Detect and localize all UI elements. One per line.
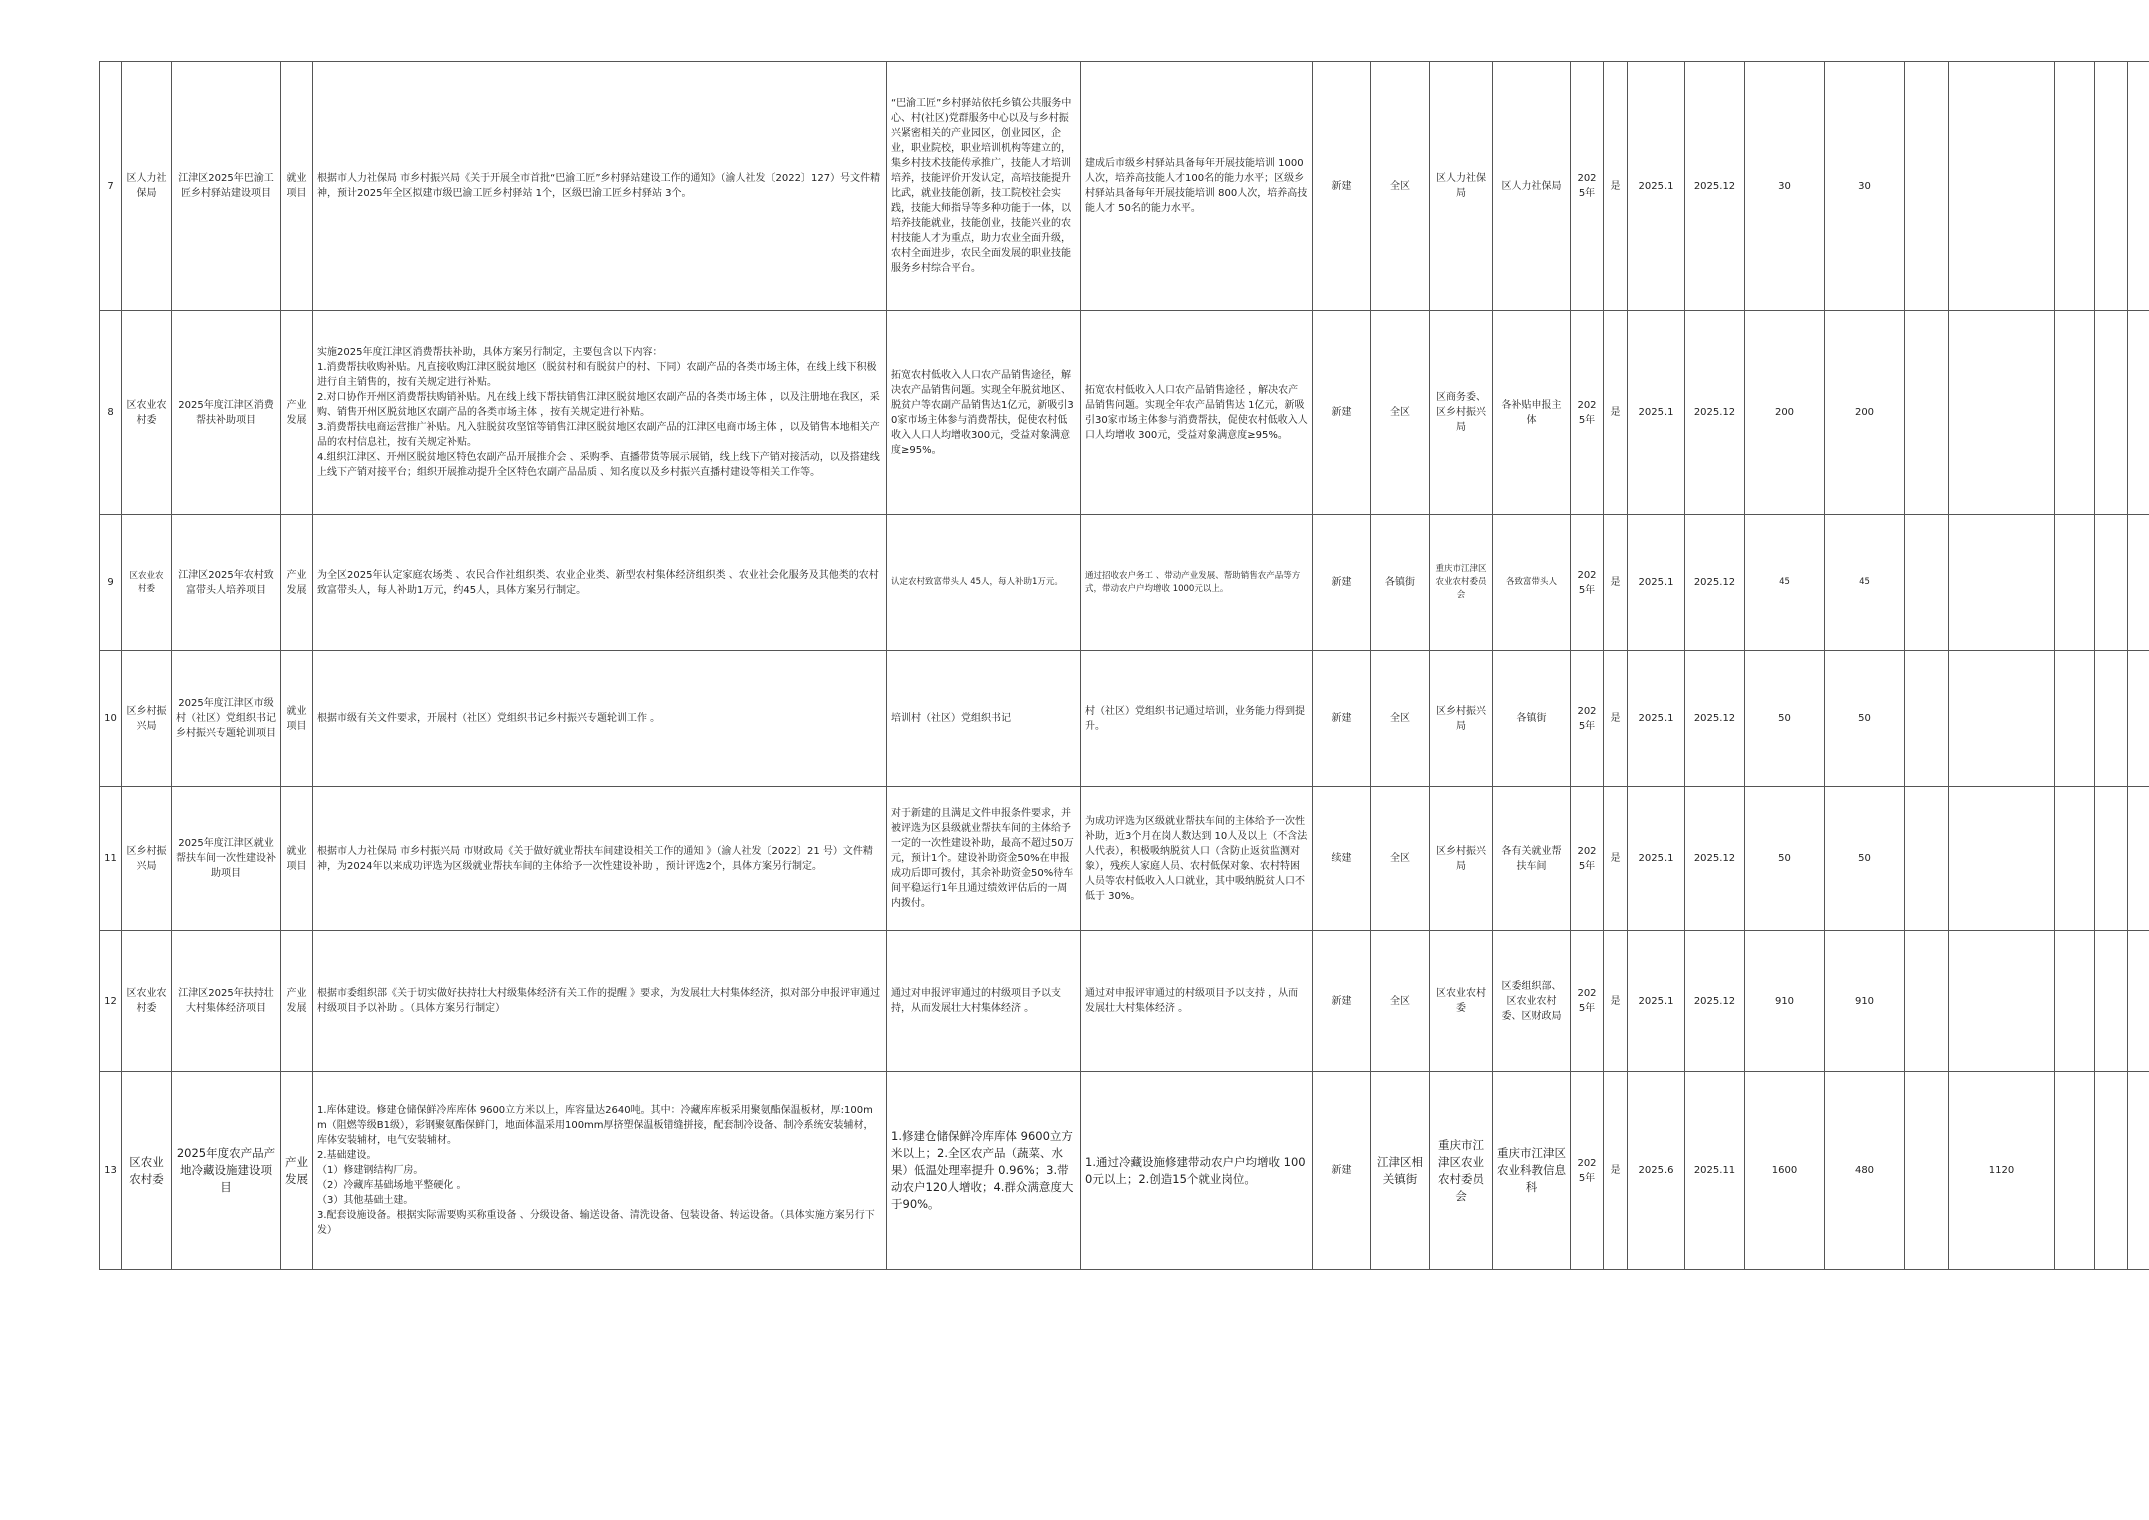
table-row bbox=[100, 1072, 2149, 1270]
row-number-cell: 12 bbox=[100, 931, 122, 1072]
owner-unit-cell: 区乡村振兴局 bbox=[1430, 787, 1493, 931]
start-date-cell: 2025.6 bbox=[1628, 1072, 1685, 1270]
row-number-cell: 8 bbox=[100, 311, 122, 515]
fund-amount-cell: 50 bbox=[1825, 651, 1905, 787]
total-investment-cell: 30 bbox=[1745, 62, 1825, 311]
blank-cell bbox=[2128, 311, 2149, 515]
owner-unit-cell: 重庆市江津区农业农村委员会 bbox=[1430, 1072, 1493, 1270]
benefit-cell: 建成后市级乡村驿站具备每年开展技能培训 1000人次，培养高技能人才100名的能力水平；区级乡村驿站具备每年开展技能培训 800人次，培养高技能人才 50名的能力水平。 bbox=[1081, 62, 1313, 311]
unit-cell: 区农业农村委 bbox=[122, 931, 172, 1072]
blank-cell bbox=[2128, 62, 2149, 311]
flag-cell: 是 bbox=[1604, 311, 1628, 515]
blank-cell bbox=[2095, 651, 2128, 787]
project-table bbox=[99, 61, 2149, 1270]
start-date-cell: 2025.1 bbox=[1628, 515, 1685, 651]
project-type-cell: 产业发展 bbox=[281, 515, 313, 651]
blank-cell bbox=[1905, 787, 1949, 931]
blank-cell bbox=[2055, 931, 2095, 1072]
start-date-cell: 2025.1 bbox=[1628, 62, 1685, 311]
end-date-cell: 2025.12 bbox=[1685, 931, 1745, 1072]
content-cell: 为全区2025年认定家庭农场类 、农民合作社组织类、农业企业类、新型农村集体经济组织类 、农业社会化服务及其他类的农村致富带头人，每人补助1万元，约45人，具体方案另行制定。 bbox=[313, 515, 887, 651]
construction-nature-cell: 新建 bbox=[1313, 515, 1371, 651]
project-type-cell: 就业项目 bbox=[281, 787, 313, 931]
location-cell: 全区 bbox=[1371, 62, 1430, 311]
project-name-cell: 2025年度农产品产地冷藏设施建设项目 bbox=[172, 1072, 281, 1270]
fund-amount-cell: 45 bbox=[1825, 515, 1905, 651]
extra-fund-cell bbox=[1949, 931, 2055, 1072]
start-date-cell: 2025.1 bbox=[1628, 311, 1685, 515]
row-number-cell: 9 bbox=[100, 515, 122, 651]
total-investment-cell: 1600 bbox=[1745, 1072, 1825, 1270]
extra-fund-cell bbox=[1949, 651, 2055, 787]
blank-cell bbox=[1905, 311, 1949, 515]
year-cell: 2025年 bbox=[1571, 311, 1604, 515]
project-type-cell: 就业项目 bbox=[281, 651, 313, 787]
location-cell: 全区 bbox=[1371, 651, 1430, 787]
total-investment-cell: 200 bbox=[1745, 311, 1825, 515]
benefit-cell: 1.通过冷藏设施修建带动农户户均增收 1000元以上；2.创造15个就业岗位。 bbox=[1081, 1072, 1313, 1270]
year-cell: 2025年 bbox=[1571, 62, 1604, 311]
content-cell: 根据市委组织部《关于切实做好扶持壮大村级集体经济有关工作的提醒 》要求，为发展壮大村集体经济，拟对部分申报评审通过村级项目予以补助 。（具体方案另行制定） bbox=[313, 931, 887, 1072]
year-cell: 2025年 bbox=[1571, 787, 1604, 931]
total-investment-cell: 910 bbox=[1745, 931, 1825, 1072]
blank-cell bbox=[2055, 651, 2095, 787]
construction-nature-cell: 新建 bbox=[1313, 311, 1371, 515]
project-name-cell: 江津区2025年巴渝工匠乡村驿站建设项目 bbox=[172, 62, 281, 311]
table-row bbox=[100, 62, 2149, 311]
end-date-cell: 2025.11 bbox=[1685, 1072, 1745, 1270]
benefit-cell: 通过对申报评审通过的村级项目予以支持 ，从而发展壮大村集体经济 。 bbox=[1081, 931, 1313, 1072]
flag-cell: 是 bbox=[1604, 787, 1628, 931]
output-target-cell: 认定农村致富带头人 45人，每人补助1万元。 bbox=[887, 515, 1081, 651]
output-target-cell: 对于新建的且满足文件申报条件要求，并被评选为区县级就业帮扶车间的主体给予一定的一次性建设补助，最高不超过50万元，预计1个。建设补助资金50%在申报成功后即可拨付，其余补助资金50%待车间平稳运行1年且通过绩效评估后的一周内拨付。 bbox=[887, 787, 1081, 931]
unit-cell: 区农业农村委 bbox=[122, 1072, 172, 1270]
year-cell: 2025年 bbox=[1571, 931, 1604, 1072]
implementer-cell: 区委组织部、区农业农村委、区财政局 bbox=[1493, 931, 1571, 1072]
end-date-cell: 2025.12 bbox=[1685, 787, 1745, 931]
content-cell: 实施2025年度江津区消费帮扶补助，具体方案另行制定，主要包含以下内容： 1.消费帮扶收购补贴。凡直接收购江津区脱贫地区（脱贫村和有脱贫户的村、下同）农副产品的各类市场主体，在线上线下积极进行自主销售的，按有关规定进行补贴。 2.对口协作开州区消费帮扶购销补贴。凡在线上线下帮扶销售江津区脱贫地区农副产品的各类市场主体 ，以及注册地在我区，采购、销售开州区脱贫地区农副产品的各类市场主体 ，按有关规定进行补贴。 3.消费帮扶电商运营推广补贴。凡入驻脱贫攻坚馆等销售江津区脱贫地区农副产品的江津区电商市场主体 ，以及销售本地相关产品的农村信息社，按有关规定补贴。 4.组织江津区、开州区脱贫地区特色农副产品开展推介会 、采购季、直播带货等展示展销，线上线下产销对接活动，以及搭建线上线下产销对接平台；组织开展推动提升全区特色农副产品品质 、知名度以及乡村振兴直播村建设等相关工作等。 bbox=[313, 311, 887, 515]
end-date-cell: 2025.12 bbox=[1685, 311, 1745, 515]
owner-unit-cell: 区商务委、区乡村振兴局 bbox=[1430, 311, 1493, 515]
blank-cell bbox=[2128, 787, 2149, 931]
extra-fund-cell: 1120 bbox=[1949, 1072, 2055, 1270]
project-name-cell: 2025年度江津区市级村（社区）党组织书记乡村振兴专题轮训项目 bbox=[172, 651, 281, 787]
project-type-cell: 就业项目 bbox=[281, 62, 313, 311]
flag-cell: 是 bbox=[1604, 1072, 1628, 1270]
implementer-cell: 各镇街 bbox=[1493, 651, 1571, 787]
blank-cell bbox=[2055, 311, 2095, 515]
location-cell: 江津区相关镇街 bbox=[1371, 1072, 1430, 1270]
blank-cell bbox=[2095, 515, 2128, 651]
extra-fund-cell bbox=[1949, 311, 2055, 515]
project-type-cell: 产业发展 bbox=[281, 311, 313, 515]
project-type-cell: 产业发展 bbox=[281, 1072, 313, 1270]
year-cell: 2025年 bbox=[1571, 515, 1604, 651]
table-row bbox=[100, 311, 2149, 515]
table-row bbox=[100, 787, 2149, 931]
owner-unit-cell: 区人力社保局 bbox=[1430, 62, 1493, 311]
construction-nature-cell: 续建 bbox=[1313, 787, 1371, 931]
project-name-cell: 江津区2025年农村致富带头人培养项目 bbox=[172, 515, 281, 651]
project-name-cell: 2025年度江津区消费帮扶补助项目 bbox=[172, 311, 281, 515]
table-row bbox=[100, 931, 2149, 1072]
unit-cell: 区农业农村委 bbox=[122, 311, 172, 515]
blank-cell bbox=[2095, 931, 2128, 1072]
owner-unit-cell: 区乡村振兴局 bbox=[1430, 651, 1493, 787]
blank-cell bbox=[2095, 787, 2128, 931]
blank-cell bbox=[1905, 651, 1949, 787]
end-date-cell: 2025.12 bbox=[1685, 62, 1745, 311]
blank-cell bbox=[1905, 62, 1949, 311]
content-cell: 根据市人力社保局 市乡村振兴局《关于开展全市首批“巴渝工匠”乡村驿站建设工作的通知》（渝人社发〔2022〕127）号文件精神，预计2025年全区拟建市级巴渝工匠乡村驿站 1个，区级巴渝工匠乡村驿站 3个。 bbox=[313, 62, 887, 311]
location-cell: 全区 bbox=[1371, 787, 1430, 931]
blank-cell bbox=[2128, 515, 2149, 651]
implementer-cell: 区人力社保局 bbox=[1493, 62, 1571, 311]
fund-amount-cell: 910 bbox=[1825, 931, 1905, 1072]
implementer-cell: 各补贴申报主体 bbox=[1493, 311, 1571, 515]
location-cell: 各镇街 bbox=[1371, 515, 1430, 651]
table-row bbox=[100, 515, 2149, 651]
flag-cell: 是 bbox=[1604, 651, 1628, 787]
construction-nature-cell: 新建 bbox=[1313, 651, 1371, 787]
benefit-cell: 拓宽农村低收入人口农产品销售途径 ，解决农产品销售问题。实现全年农产品销售达 1亿元，新吸引30家市场主体参与消费帮扶，促使农村低收入人口人均增收 300元，受益对象满意度≥95%。 bbox=[1081, 311, 1313, 515]
total-investment-cell: 45 bbox=[1745, 515, 1825, 651]
owner-unit-cell: 重庆市江津区农业农村委员会 bbox=[1430, 515, 1493, 651]
output-target-cell: “巴渝工匠”乡村驿站依托乡镇公共服务中心、村(社区)党群服务中心以及与乡村振兴紧密相关的产业园区，创业园区，企业，职业院校，职业培训机构等建立的，集乡村技术技能传承推广，技能人才培训培养，技能评价开发认定，高培技能提升比武，就业技能创新，技工院校社会实践，技能大师指导等多种功能于一体，以培养技能就业，技能创业，技能兴业的农村技能人才为重点，助力农业全面升级，农村全面进步，农民全面发展的职业技能服务乡村综合平台。 bbox=[887, 62, 1081, 311]
benefit-cell: 通过招收农户务工 、带动产业发展、帮助销售农产品等方式，带动农户户均增收 1000元以上。 bbox=[1081, 515, 1313, 651]
output-target-cell: 通过对申报评审通过的村级项目予以支持，从而发展壮大村集体经济 。 bbox=[887, 931, 1081, 1072]
flag-cell: 是 bbox=[1604, 62, 1628, 311]
fund-amount-cell: 480 bbox=[1825, 1072, 1905, 1270]
location-cell: 全区 bbox=[1371, 311, 1430, 515]
extra-fund-cell bbox=[1949, 515, 2055, 651]
start-date-cell: 2025.1 bbox=[1628, 787, 1685, 931]
extra-fund-cell bbox=[1949, 787, 2055, 931]
blank-cell bbox=[2128, 1072, 2149, 1270]
end-date-cell: 2025.12 bbox=[1685, 515, 1745, 651]
blank-cell bbox=[2055, 787, 2095, 931]
year-cell: 2025年 bbox=[1571, 651, 1604, 787]
benefit-cell: 为成功评选为区级就业帮扶车间的主体给予一次性补助，近3个月在岗人数达到 10人及以上（不含法人代表），积极吸纳脱贫人口（含防止返贫监测对象），残疾人家庭人员、农村低保对象、农村特困人员等农村低收入人口就业，其中吸纳脱贫人口不低于 30%。 bbox=[1081, 787, 1313, 931]
table-row bbox=[100, 651, 2149, 787]
row-number-cell: 11 bbox=[100, 787, 122, 931]
construction-nature-cell: 新建 bbox=[1313, 62, 1371, 311]
construction-nature-cell: 新建 bbox=[1313, 931, 1371, 1072]
unit-cell: 区农业农村委 bbox=[122, 515, 172, 651]
fund-amount-cell: 50 bbox=[1825, 787, 1905, 931]
project-name-cell: 江津区2025年扶持壮大村集体经济项目 bbox=[172, 931, 281, 1072]
total-investment-cell: 50 bbox=[1745, 787, 1825, 931]
output-target-cell: 拓宽农村低收入人口农产品销售途径，解决农产品销售问题。实现全年脱贫地区、脱贫户等农副产品销售达1亿元，新吸引30家市场主体参与消费帮扶，促使农村低收入人口人均增收300元，受益对象满意度≥95%。 bbox=[887, 311, 1081, 515]
blank-cell bbox=[2128, 651, 2149, 787]
content-cell: 根据市级有关文件要求，开展村（社区）党组织书记乡村振兴专题轮训工作 。 bbox=[313, 651, 887, 787]
location-cell: 全区 bbox=[1371, 931, 1430, 1072]
construction-nature-cell: 新建 bbox=[1313, 1072, 1371, 1270]
flag-cell: 是 bbox=[1604, 931, 1628, 1072]
unit-cell: 区人力社保局 bbox=[122, 62, 172, 311]
content-cell: 1.库体建设。修建仓储保鲜冷库库体 9600立方米以上，库容量达2640吨。其中：冷藏库库板采用聚氨酯保温板材，厚:100mm（阻燃等级B1级），彩钢聚氨酯保鲜门，地面体温采用100mm厚挤塑保温板错缝拼接，配套制冷设备、制冷系统安装辅材，库体安装辅材，电气安装辅材。 2.基础建设。 （1）修建钢结构厂房。 （2）冷藏库基础场地平整硬化 。 （3）其他基础土建。 3.配套设施设备。根据实际需要购买称重设备 、分级设备、输送设备、清洗设备、包装设备、转运设备。（具体实施方案另行下发） bbox=[313, 1072, 887, 1270]
blank-cell bbox=[2095, 311, 2128, 515]
fund-amount-cell: 200 bbox=[1825, 311, 1905, 515]
extra-fund-cell bbox=[1949, 62, 2055, 311]
implementer-cell: 各有关就业帮扶车间 bbox=[1493, 787, 1571, 931]
blank-cell bbox=[2095, 62, 2128, 311]
unit-cell: 区乡村振兴局 bbox=[122, 787, 172, 931]
total-investment-cell: 50 bbox=[1745, 651, 1825, 787]
blank-cell bbox=[2055, 515, 2095, 651]
blank-cell bbox=[2055, 62, 2095, 311]
start-date-cell: 2025.1 bbox=[1628, 651, 1685, 787]
implementer-cell: 各致富带头人 bbox=[1493, 515, 1571, 651]
row-number-cell: 7 bbox=[100, 62, 122, 311]
end-date-cell: 2025.12 bbox=[1685, 651, 1745, 787]
project-name-cell: 2025年度江津区就业帮扶车间一次性建设补助项目 bbox=[172, 787, 281, 931]
blank-cell bbox=[2095, 1072, 2128, 1270]
implementer-cell: 重庆市江津区农业科教信息科 bbox=[1493, 1072, 1571, 1270]
project-type-cell: 产业发展 bbox=[281, 931, 313, 1072]
output-target-cell: 培训村（社区）党组织书记 bbox=[887, 651, 1081, 787]
blank-cell bbox=[2128, 931, 2149, 1072]
content-cell: 根据市人力社保局 市乡村振兴局 市财政局《关于做好就业帮扶车间建设相关工作的通知 》（渝人社发〔2022〕21 号）文件精神，为2024年以来成功评选为区级就业帮扶车间的主体给予一次性建设补助 ，预计评选2个，具体方案另行制定。 bbox=[313, 787, 887, 931]
owner-unit-cell: 区农业农村委 bbox=[1430, 931, 1493, 1072]
row-number-cell: 10 bbox=[100, 651, 122, 787]
blank-cell bbox=[2055, 1072, 2095, 1270]
year-cell: 2025年 bbox=[1571, 1072, 1604, 1270]
blank-cell bbox=[1905, 515, 1949, 651]
benefit-cell: 村（社区）党组织书记通过培训，业务能力得到提升。 bbox=[1081, 651, 1313, 787]
flag-cell: 是 bbox=[1604, 515, 1628, 651]
fund-amount-cell: 30 bbox=[1825, 62, 1905, 311]
output-target-cell: 1.修建仓储保鲜冷库库体 9600立方米以上；2.全区农产品（蔬菜、水果）低温处理率提升 0.96%；3.带动农户120人增收；4.群众满意度大于90%。 bbox=[887, 1072, 1081, 1270]
unit-cell: 区乡村振兴局 bbox=[122, 651, 172, 787]
start-date-cell: 2025.1 bbox=[1628, 931, 1685, 1072]
row-number-cell: 13 bbox=[100, 1072, 122, 1270]
blank-cell bbox=[1905, 1072, 1949, 1270]
blank-cell bbox=[1905, 931, 1949, 1072]
